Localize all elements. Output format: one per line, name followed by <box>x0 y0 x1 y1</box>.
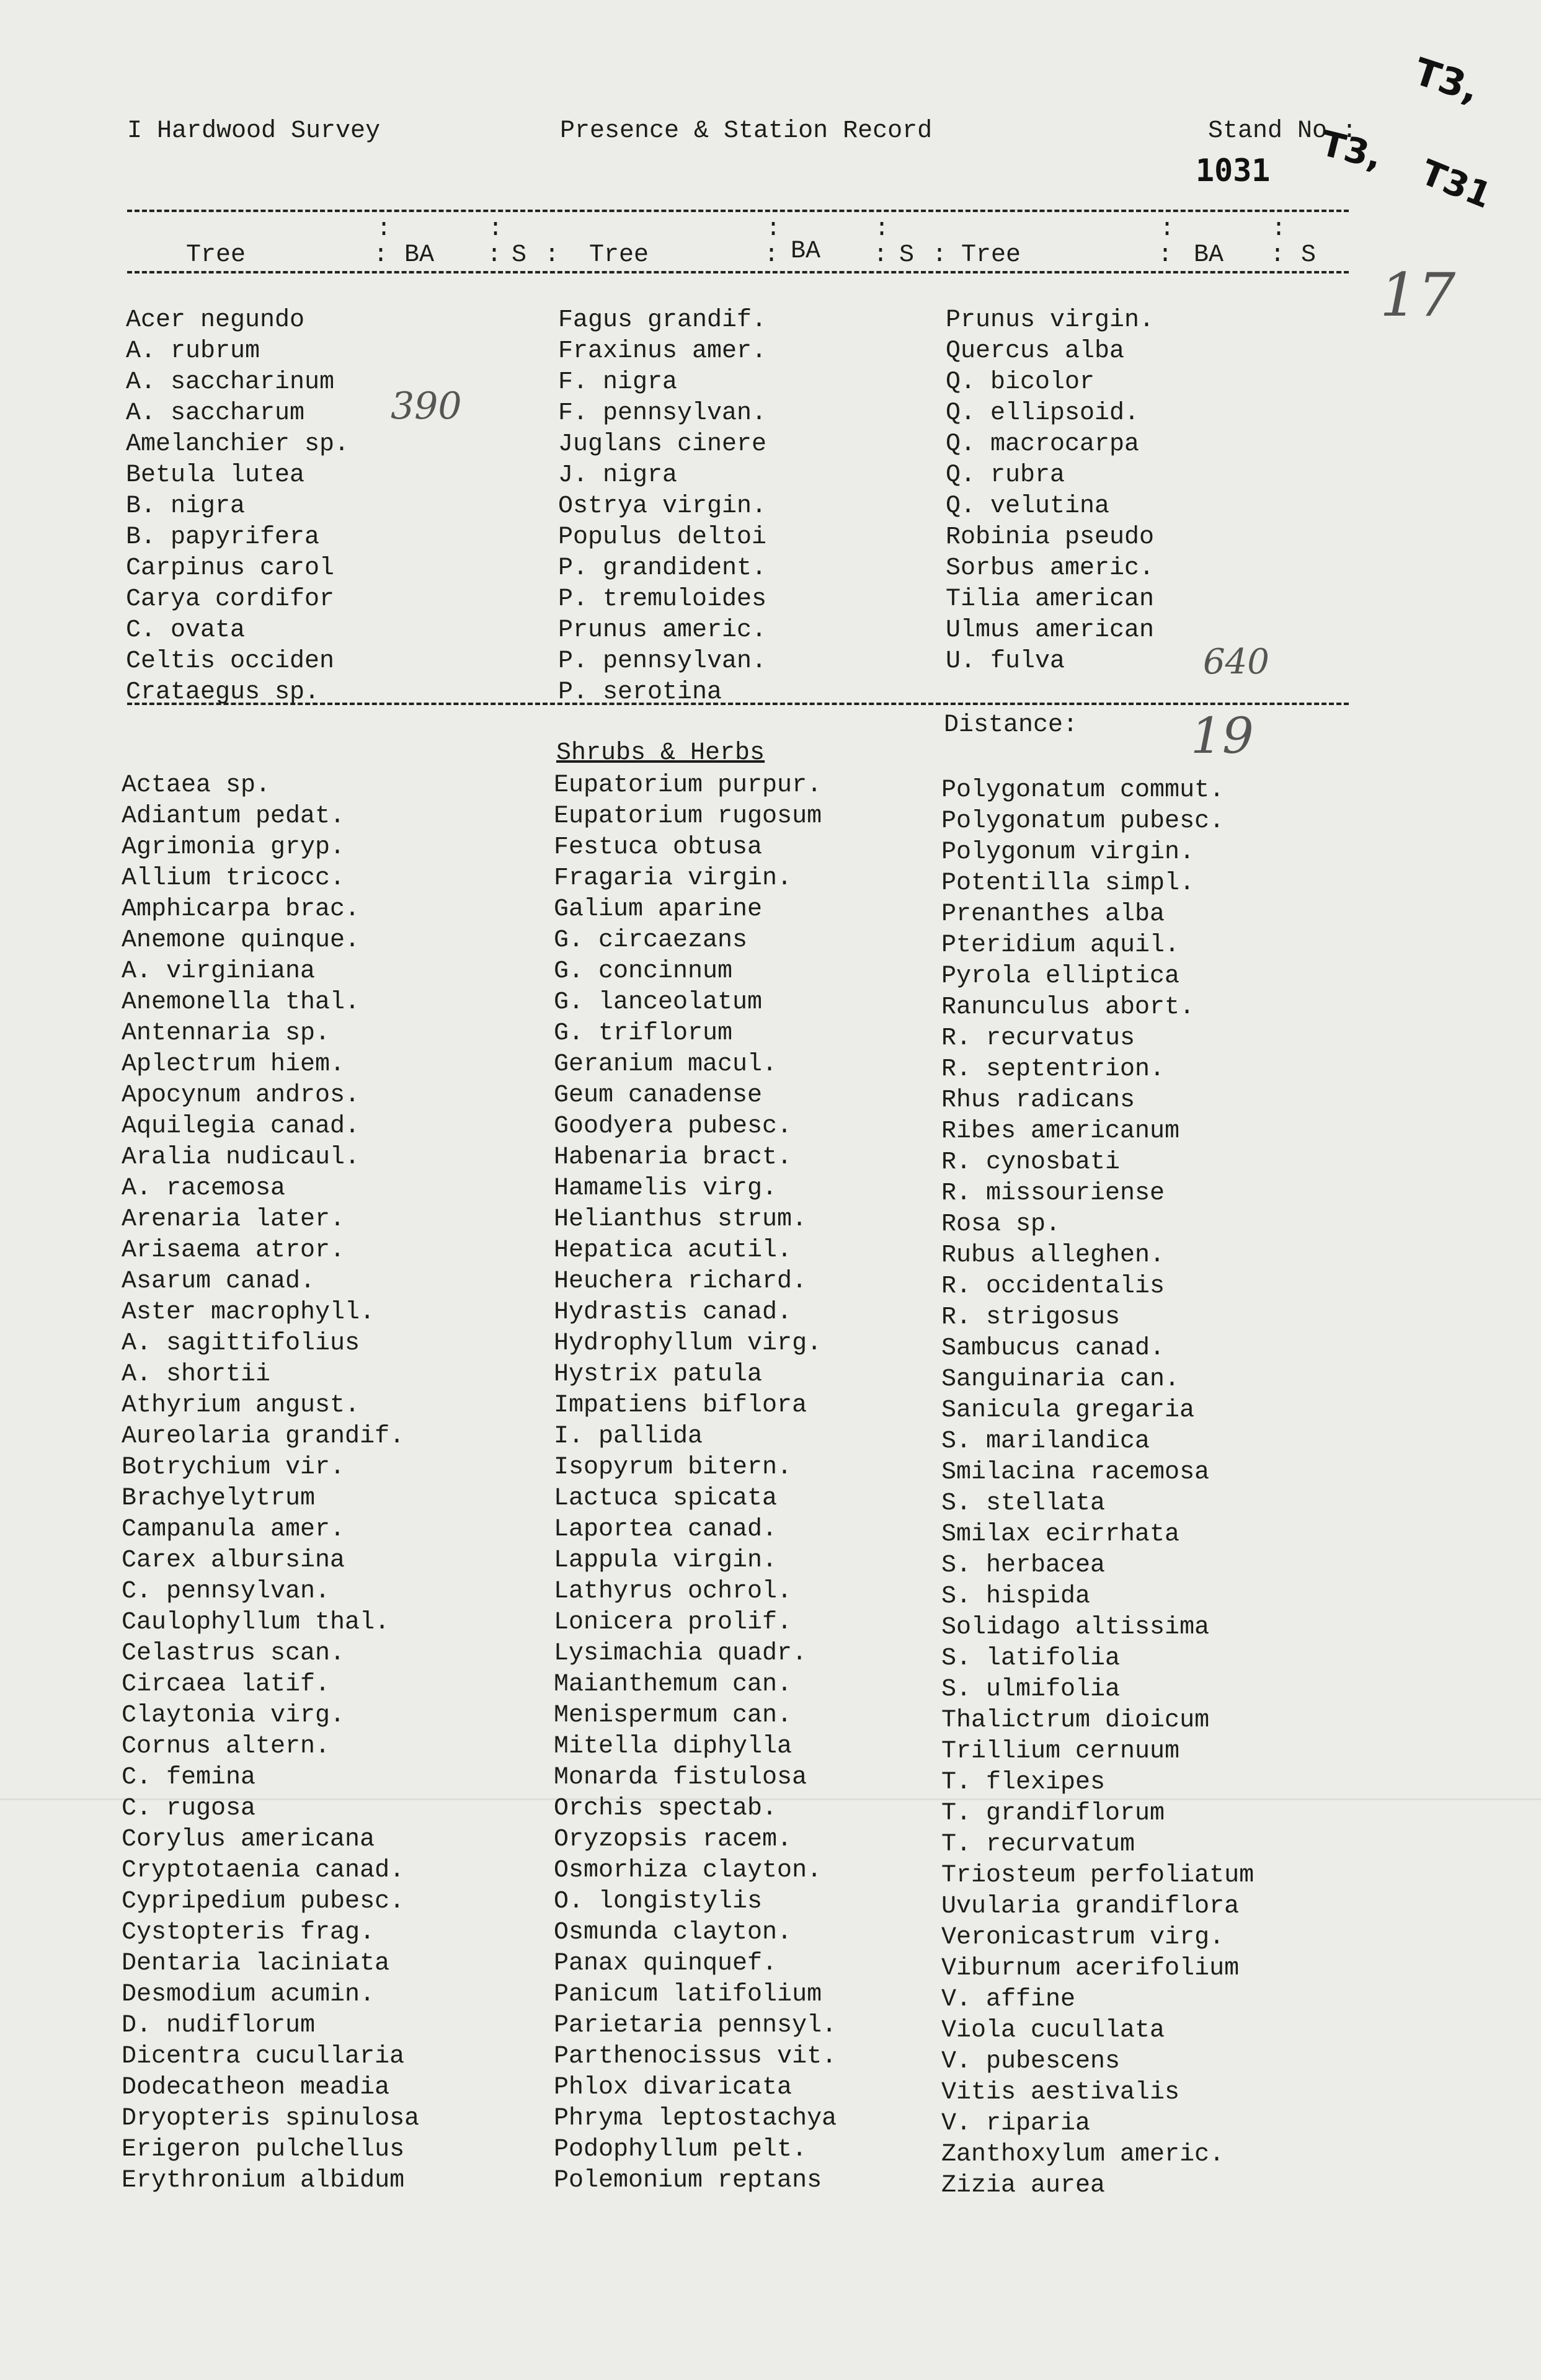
list-item: Caulophyllum thal. <box>122 1609 390 1636</box>
stand-mark-3: T31 <box>1415 152 1498 217</box>
list-item: Prunus americ. <box>558 616 767 644</box>
list-item: Carpinus carol <box>126 554 335 582</box>
list-item: Helianthus strum. <box>554 1206 807 1233</box>
list-item: Circaea latif. <box>122 1671 331 1698</box>
list-item: Agrimonia gryp. <box>122 833 345 861</box>
list-item: Lysimachia quadr. <box>554 1640 807 1667</box>
list-item: Antennaria sp. <box>122 1019 331 1047</box>
list-item: R. recurvatus <box>941 1024 1135 1052</box>
list-item: Uvularia grandiflora <box>941 1893 1240 1920</box>
divider-colon: : <box>1160 215 1175 243</box>
list-item: Impatiens biflora <box>554 1392 807 1419</box>
list-item: T. flexipes <box>941 1769 1106 1796</box>
list-item: Pyrola elliptica <box>941 962 1180 990</box>
list-item: Cryptotaenia canad. <box>122 1857 405 1885</box>
list-item: F. nigra <box>558 368 678 396</box>
list-item: P. grandident. <box>558 554 767 582</box>
list-item: Sorbus americ. <box>946 554 1155 582</box>
list-item: V. pubescens <box>941 2048 1121 2076</box>
list-item: Habenaria bract. <box>554 1143 793 1171</box>
list-item: Osmorhiza clayton. <box>554 1857 822 1885</box>
list-item: Aplectrum hiem. <box>122 1050 345 1078</box>
list-item: Arisaema atror. <box>122 1237 345 1264</box>
list-item: Celtis occiden <box>126 647 335 675</box>
colon-ba-1: : <box>373 241 389 269</box>
list-item: Galium aparine <box>554 895 763 923</box>
list-item: S. ulmifolia <box>941 1676 1121 1703</box>
tree-list-col1 <box>126 305 349 708</box>
list-item: Carex albursina <box>122 1547 345 1574</box>
record-title: Presence & Station Record <box>560 117 933 145</box>
list-item: Campanula amer. <box>122 1516 345 1543</box>
tree-list-col3 <box>946 305 1154 677</box>
list-item: P. serotina <box>558 678 722 706</box>
colon-tree-3: : <box>932 241 948 269</box>
list-item: S. marilandica <box>941 1428 1150 1455</box>
list-item: Erigeron pulchellus <box>122 2136 405 2164</box>
list-item: Arenaria later. <box>122 1206 345 1233</box>
col-header-s-1: S <box>512 241 527 269</box>
list-item: G. triflorum <box>554 1019 733 1047</box>
list-item: Osmunda clayton. <box>554 1919 793 1947</box>
list-item: Eupatorium purpur. <box>554 771 822 799</box>
list-item: Aureolaria grandif. <box>122 1423 405 1450</box>
list-item: Athyrium angust. <box>122 1392 360 1419</box>
list-item: Panicum latifolium <box>554 1981 822 2009</box>
list-item: Acer negundo <box>126 306 305 334</box>
list-item: T. recurvatum <box>941 1831 1135 1858</box>
list-item: J. nigra <box>558 461 678 489</box>
list-item: Actaea sp. <box>122 771 271 799</box>
list-item: Polemonium reptans <box>554 2167 822 2195</box>
divider-colon: : <box>488 215 504 243</box>
list-item: Allium tricocc. <box>122 864 345 892</box>
list-item: Polygonatum pubesc. <box>941 807 1225 835</box>
list-item: Parietaria pennsyl. <box>554 2012 837 2040</box>
stand-number: 1031 <box>1196 153 1271 189</box>
list-item: Menispermum can. <box>554 1702 793 1729</box>
list-item: Mitella diphylla <box>554 1733 793 1761</box>
col-header-ba-3: BA <box>1194 241 1224 269</box>
list-item: Amelanchier sp. <box>126 430 350 458</box>
list-item: C. ovata <box>126 616 246 644</box>
list-item: D. nudiflorum <box>122 2012 316 2040</box>
list-item: Hydrastis canad. <box>554 1299 793 1326</box>
list-item: Rhus radicans <box>941 1086 1135 1114</box>
divider-colon: : <box>376 215 392 243</box>
list-item: G. lanceolatum <box>554 988 763 1016</box>
list-item: Goodyera pubesc. <box>554 1112 793 1140</box>
list-item: A. shortii <box>122 1361 271 1388</box>
col-header-tree-3: Tree <box>961 241 1021 269</box>
list-item: Crataegus sp. <box>126 678 320 706</box>
list-item: Lonicera prolif. <box>554 1609 793 1636</box>
list-item: S. stellata <box>941 1490 1106 1517</box>
list-item: Pteridium aquil. <box>941 931 1180 959</box>
tree-list-col2 <box>558 305 766 708</box>
herb-list-col1 <box>122 770 419 2196</box>
herb-list-col2 <box>554 770 837 2196</box>
list-item: P. pennsylvan. <box>558 647 767 675</box>
list-item: C. femina <box>122 1764 256 1792</box>
list-item: Geranium macul. <box>554 1050 778 1078</box>
list-item: Quercus alba <box>946 337 1125 365</box>
list-item: Zanthoxylum americ. <box>941 2141 1225 2169</box>
divider-colon: : <box>874 215 890 243</box>
section-rule <box>127 703 1349 705</box>
list-item: Amphicarpa brac. <box>122 895 360 923</box>
list-item: R. missouriense <box>941 1179 1165 1207</box>
list-item: Q. macrocarpa <box>946 430 1140 458</box>
list-item: Cornus altern. <box>122 1733 331 1761</box>
stand-mark-2: T3, <box>1317 123 1386 177</box>
list-item: Prenanthes alba <box>941 900 1165 928</box>
list-item: Hamamelis virg. <box>554 1174 778 1202</box>
list-item: Fraxinus amer. <box>558 337 767 365</box>
list-item: B. nigra <box>126 492 246 520</box>
list-item: A. racemosa <box>122 1174 286 1202</box>
list-item: G. circaezans <box>554 926 748 954</box>
stand-mark-1: T3, <box>1408 50 1485 112</box>
divider-colon: : <box>1271 215 1287 243</box>
list-item: C. pennsylvan. <box>122 1578 331 1605</box>
list-item: S. hispida <box>941 1583 1091 1610</box>
list-item: Ranunculus abort. <box>941 993 1195 1021</box>
colon-s-1: : <box>487 241 502 269</box>
list-item: Panax quinquef. <box>554 1950 778 1978</box>
col-header-s-3: S <box>1301 241 1317 269</box>
list-item: Q. velutina <box>946 492 1110 520</box>
list-item: Q. ellipsoid. <box>946 399 1140 427</box>
colon-s-3: : <box>1270 241 1286 269</box>
list-item: Apocynum andros. <box>122 1081 360 1109</box>
list-item: Brachyelytrum <box>122 1485 316 1512</box>
list-item: Oryzopsis racem. <box>554 1826 793 1854</box>
list-item: Polygonum virgin. <box>941 838 1195 866</box>
list-item: Vitis aestivalis <box>941 2079 1180 2107</box>
colon-tree-2: : <box>544 241 560 269</box>
list-item: Fragaria virgin. <box>554 864 793 892</box>
list-item: Adiantum pedat. <box>122 802 345 830</box>
list-item: G. concinnum <box>554 957 733 985</box>
colon-s-2: : <box>873 241 889 269</box>
list-item: Maianthemum can. <box>554 1671 793 1698</box>
handwritten-ba-fulva: 640 <box>1203 642 1269 682</box>
list-item: A. virginiana <box>122 957 316 985</box>
list-item: R. septentrion. <box>941 1055 1165 1083</box>
handwritten-distance: 19 <box>1191 707 1254 765</box>
list-item: F. pennsylvan. <box>558 399 767 427</box>
list-item: Rubus alleghen. <box>941 1241 1165 1269</box>
list-item: I. pallida <box>554 1423 703 1450</box>
list-item: Dodecatheon meadia <box>122 2074 390 2102</box>
list-item: Prunus virgin. <box>946 306 1155 334</box>
list-item: Laportea canad. <box>554 1516 778 1543</box>
list-item: Monarda fistulosa <box>554 1764 807 1792</box>
list-item: Botrychium vir. <box>122 1454 345 1481</box>
list-item: Isopyrum bitern. <box>554 1454 793 1481</box>
list-item: Rosa sp. <box>941 1210 1061 1238</box>
col-header-tree-2: Tree <box>589 241 649 269</box>
list-item: Geum canadense <box>554 1081 763 1109</box>
list-item: Lappula virgin. <box>554 1547 778 1574</box>
list-item: Anemonella thal. <box>122 988 360 1016</box>
list-item: Heuchera richard. <box>554 1268 807 1295</box>
list-item: Celastrus scan. <box>122 1640 345 1667</box>
list-item: Sanguinaria can. <box>941 1365 1180 1393</box>
list-item: O. longistylis <box>554 1888 763 1916</box>
list-item: Aster macrophyll. <box>122 1299 375 1326</box>
list-item: C. rugosa <box>122 1795 256 1823</box>
list-item: Q. rubra <box>946 461 1065 489</box>
list-item: Dryopteris spinulosa <box>122 2105 420 2133</box>
list-item: S. latifolia <box>941 1645 1121 1672</box>
list-item: Q. bicolor <box>946 368 1095 396</box>
list-item: Desmodium acumin. <box>122 1981 375 2009</box>
handwritten-ba-saccharum: 390 <box>391 384 462 428</box>
distance-label: Distance: <box>944 711 1078 739</box>
list-item: Lactuca spicata <box>554 1485 778 1512</box>
list-item: A. saccharum <box>126 399 305 427</box>
list-item: Smilax ecirrhata <box>941 1521 1180 1548</box>
list-item: Ulmus american <box>946 616 1155 644</box>
col-header-s-2: S <box>899 241 915 269</box>
list-item: T. grandiflorum <box>941 1800 1165 1827</box>
list-item: Asarum canad. <box>122 1268 316 1295</box>
header-rule-top <box>127 210 1349 212</box>
list-item: Robinia pseudo <box>946 523 1155 551</box>
shrubs-heading: Shrubs & Herbs <box>556 739 765 767</box>
list-item: Anemone quinque. <box>122 926 360 954</box>
stand-label: Stand No.: <box>1208 117 1357 145</box>
list-item: Dentaria laciniata <box>122 1950 390 1978</box>
list-item: A. saccharinum <box>126 368 335 396</box>
list-item: V. riparia <box>941 2110 1091 2138</box>
list-item: Tilia american <box>946 585 1155 613</box>
list-item: Viola cucullata <box>941 2017 1165 2045</box>
divider-colon: : <box>766 215 781 243</box>
col-header-tree-1: Tree <box>186 241 246 269</box>
list-item: Veronicastrum virg. <box>941 1924 1225 1952</box>
list-item: Cystopteris frag. <box>122 1919 375 1947</box>
list-item: Polygonatum commut. <box>941 776 1225 804</box>
list-item: Potentilla simpl. <box>941 869 1195 897</box>
list-item: A. rubrum <box>126 337 260 365</box>
list-item: B. papyrifera <box>126 523 320 551</box>
list-item: R. occidentalis <box>941 1272 1165 1300</box>
list-item: A. sagittifolius <box>122 1330 360 1357</box>
list-item: Sambucus canad. <box>941 1334 1165 1362</box>
list-item: Zizia aurea <box>941 2172 1106 2200</box>
list-item: P. tremuloides <box>558 585 767 613</box>
header-rule-bottom <box>127 271 1349 273</box>
list-item: Viburnum acerifolium <box>941 1955 1240 1983</box>
list-item: Aquilegia canad. <box>122 1112 360 1140</box>
survey-title: I Hardwood Survey <box>127 117 381 145</box>
list-item: Cypripedium pubesc. <box>122 1888 405 1916</box>
list-item: Lathyrus ochrol. <box>554 1578 793 1605</box>
list-item: Corylus americana <box>122 1826 375 1854</box>
list-item: Fagus grandif. <box>558 306 767 334</box>
col-header-ba-1: BA <box>404 241 435 269</box>
list-item: Hydrophyllum virg. <box>554 1330 822 1357</box>
list-item: Sanicula gregaria <box>941 1396 1195 1424</box>
list-item: Ostrya virgin. <box>558 492 767 520</box>
list-item: Carya cordifor <box>126 585 335 613</box>
list-item: S. herbacea <box>941 1552 1106 1579</box>
list-item: Triosteum perfoliatum <box>941 1862 1255 1889</box>
list-item: Trillium cernuum <box>941 1738 1180 1765</box>
col-header-ba-2: BA <box>791 238 821 265</box>
list-item: Erythronium albidum <box>122 2167 405 2195</box>
list-item: Smilacina racemosa <box>941 1459 1210 1486</box>
list-item: Hystrix patula <box>554 1361 763 1388</box>
list-item: V. affine <box>941 1986 1076 2014</box>
list-item: Populus deltoi <box>558 523 767 551</box>
list-item: Parthenocissus vit. <box>554 2043 837 2071</box>
list-item: Eupatorium rugosum <box>554 802 822 830</box>
list-item: Betula lutea <box>126 461 305 489</box>
list-item: Podophyllum pelt. <box>554 2136 807 2164</box>
list-item: R. strigosus <box>941 1303 1121 1331</box>
colon-ba-2: : <box>764 241 779 269</box>
colon-ba-3: : <box>1158 241 1173 269</box>
handwritten-total: 17 <box>1380 260 1456 330</box>
list-item: Juglans cinere <box>558 430 767 458</box>
list-item: R. cynosbati <box>941 1148 1121 1176</box>
list-item: Claytonia virg. <box>122 1702 345 1729</box>
list-item: Phlox divaricata <box>554 2074 793 2102</box>
list-item: Orchis spectab. <box>554 1795 778 1823</box>
list-item: Dicentra cucullaria <box>122 2043 405 2071</box>
list-item: Festuca obtusa <box>554 833 763 861</box>
list-item: Phryma leptostachya <box>554 2105 837 2133</box>
herb-list-col3 <box>941 775 1254 2201</box>
list-item: U. fulva <box>946 647 1065 675</box>
list-item: Solidago altissima <box>941 1614 1210 1641</box>
list-item: Aralia nudicaul. <box>122 1143 360 1171</box>
list-item: Hepatica acutil. <box>554 1237 793 1264</box>
list-item: Ribes americanum <box>941 1117 1180 1145</box>
list-item: Thalictrum dioicum <box>941 1707 1210 1734</box>
